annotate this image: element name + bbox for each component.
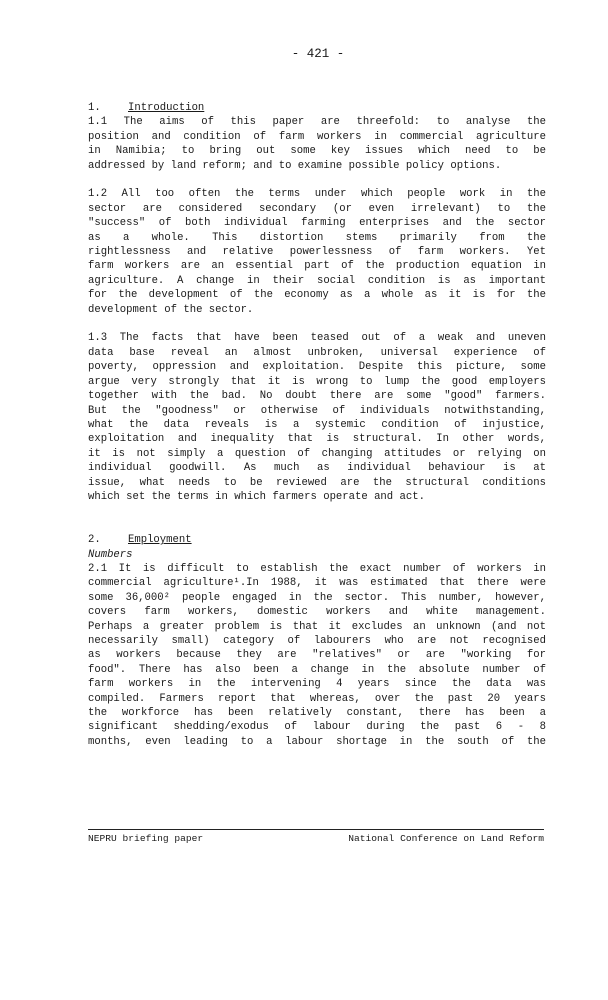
text-line: significant shedding/exodus of labour during the past 6 - 8 bbox=[88, 721, 546, 734]
section-heading bbox=[88, 101, 546, 115]
text-line: as a whole. This distortion stems primarily from the bbox=[88, 231, 546, 244]
text-line: individual goodwill. As much as individual behaviour is at bbox=[88, 462, 546, 475]
text-line: poverty, oppression and exploitation. Despite this picture, some bbox=[88, 361, 546, 374]
footer-right-text: National Conference on Land Reform bbox=[348, 833, 544, 844]
text-line: what the data reveals is a systemic condition of injustice, bbox=[88, 418, 546, 431]
text-line: data base reveal an almost unbroken, universal experience of bbox=[88, 346, 546, 359]
text-line: position and condition of farm workers in commercial agriculture bbox=[88, 130, 546, 143]
document-body bbox=[88, 101, 546, 764]
text-line: farm workers are an essential part of the production equation in bbox=[88, 260, 546, 273]
paragraph-2-1 bbox=[88, 562, 546, 749]
text-line: 1.3 The facts that have been teased out of a weak and uneven bbox=[88, 332, 546, 345]
text-line: compiled. Farmers report that whereas, over the past 20 years bbox=[88, 692, 546, 705]
text-line: rightlessness and relative powerlessness of farm workers. Yet bbox=[88, 246, 546, 259]
section-heading bbox=[88, 533, 546, 547]
page-number: - 421 - bbox=[291, 47, 345, 61]
section-number: 2. bbox=[88, 534, 101, 547]
section-employment bbox=[88, 533, 546, 749]
text-line: sector are considered secondary (or even irrelevant) to the bbox=[88, 202, 546, 215]
text-line: together with the bad. No doubt there are some "good" farmers. bbox=[88, 390, 546, 403]
paragraph-1-1 bbox=[88, 115, 546, 173]
text-line: argue very strongly that it is wrong to lump the good employers bbox=[88, 375, 546, 388]
text-line: necessarily small) category of labourers who are not recognised bbox=[88, 634, 546, 647]
footer-divider bbox=[88, 829, 544, 830]
text-line: some 36,000² people engaged in the sector. This number, however, bbox=[88, 591, 546, 604]
text-line: But the "goodness" or otherwise of individuals notwithstanding, bbox=[88, 404, 546, 417]
section-title: Introduction bbox=[128, 102, 205, 114]
text-line: months, even leading to a labour shortage in the south of the bbox=[88, 735, 546, 748]
paragraph-1-2 bbox=[88, 187, 546, 317]
section-title: Employment bbox=[128, 534, 192, 547]
section-introduction bbox=[88, 101, 546, 504]
text-line: 1.1 The aims of this paper are threefold: to analyse the bbox=[88, 116, 546, 129]
text-line: exploitation and inequality that is structural. In other words, bbox=[88, 433, 546, 446]
text-line: for the development of the economy as a whole as it is for the bbox=[88, 289, 546, 302]
section-gap bbox=[88, 519, 546, 533]
text-line: covers farm workers, domestic workers and white management. bbox=[88, 606, 546, 619]
section-number: 1. bbox=[88, 102, 101, 114]
text-line: agriculture. A change in their social condition is as important bbox=[88, 274, 546, 287]
text-line: issue, what needs to be reviewed are the structural conditions bbox=[88, 476, 546, 489]
text-line: 2.1 It is difficult to establish the exact number of workers in bbox=[88, 562, 546, 575]
text-line: the workforce has been relatively constant, there has been a bbox=[88, 707, 546, 719]
paragraph-1-3 bbox=[88, 331, 546, 504]
text-line: farm workers in the intervening 4 years since the data was bbox=[88, 678, 546, 691]
text-line: food". There has also been a change in the absolute number of bbox=[88, 663, 546, 676]
text-line: in Namibia; to bring out some key issues which need to be bbox=[88, 145, 546, 158]
text-line: Perhaps a greater problem is that it excludes an unknown (and not bbox=[88, 620, 546, 633]
text-line: commercial agriculture¹.In 1988, it was estimated that there were bbox=[88, 577, 546, 590]
text-line: "success" of both individual farming enterprises and the sector bbox=[88, 217, 546, 230]
subheading: Numbers bbox=[88, 548, 133, 561]
text-line: development of the sector. bbox=[88, 303, 254, 316]
text-line: as workers because they are "relatives" or are "working for bbox=[88, 649, 546, 662]
text-line: which set the terms in which farmers operate and act. bbox=[88, 490, 425, 503]
text-line: 1.2 All too often the terms under which people work in the bbox=[88, 188, 546, 201]
footer-left-text: NEPRU briefing paper bbox=[88, 833, 204, 844]
text-line: it is not simply a question of changing attitudes or relying on bbox=[88, 447, 546, 460]
text-line: addressed by land reform; and to examine possible policy options. bbox=[88, 159, 502, 172]
